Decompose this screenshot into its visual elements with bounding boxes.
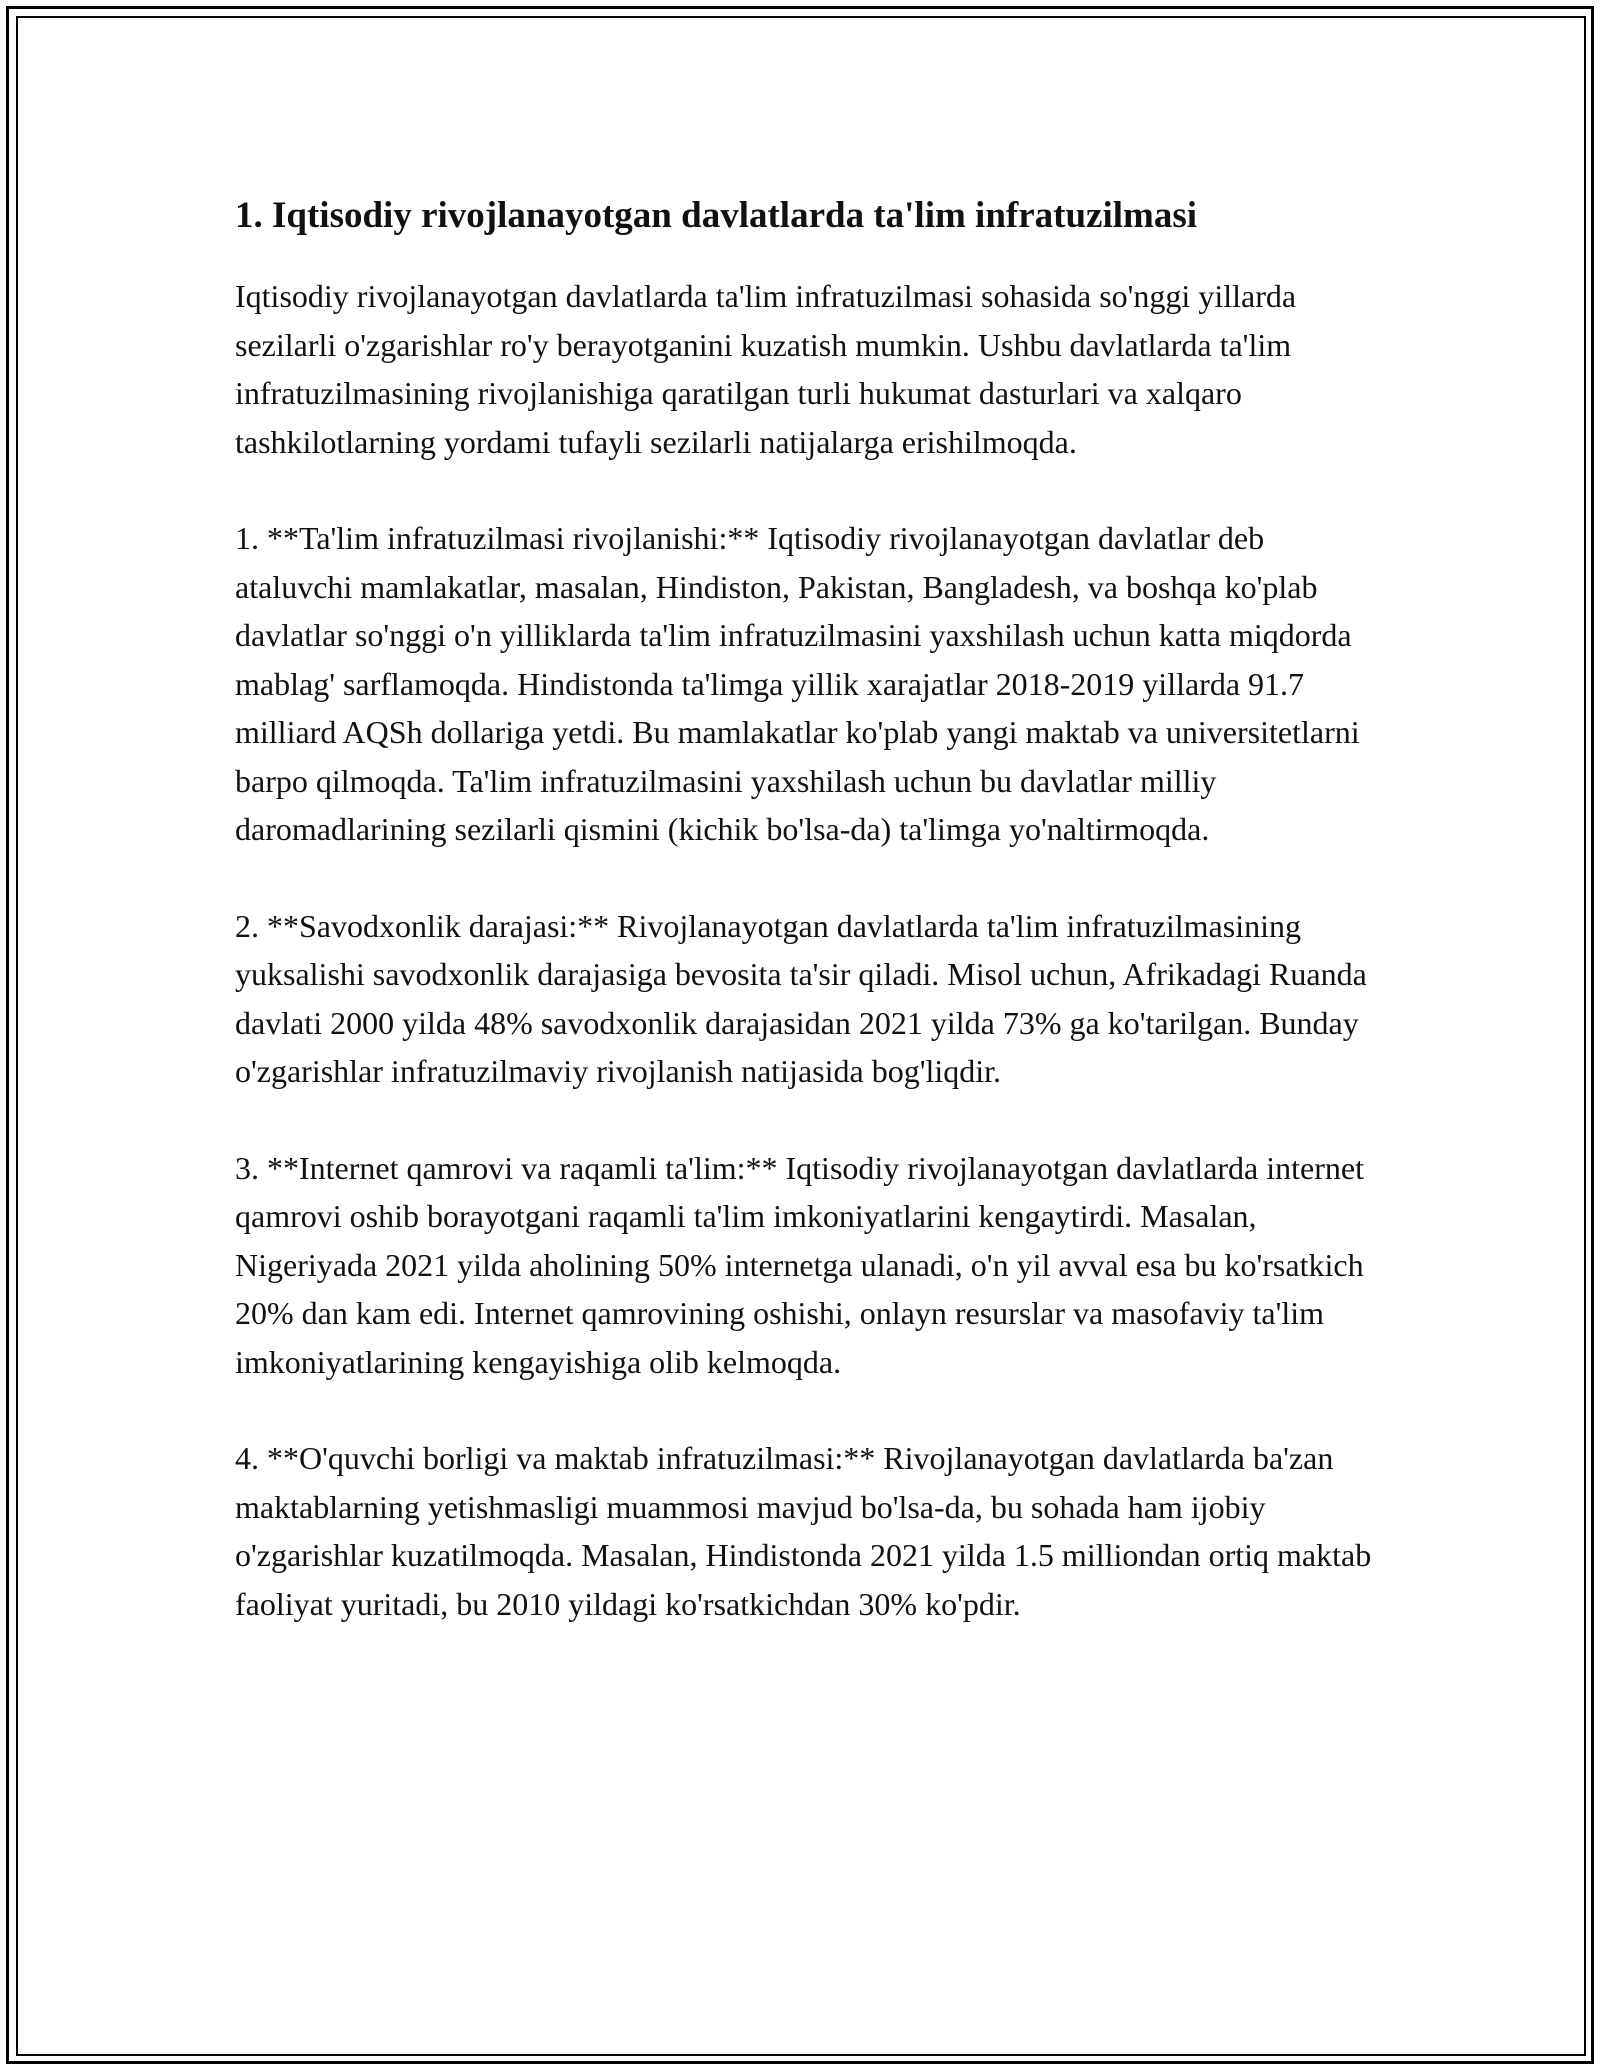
paragraph-literacy-level: 2. **Savodxonlik darajasi:** Rivojlanayotgan davlatlarda ta'lim infratuzilmasining yuksalishi savodxonlik darajasiga bevosita ta'sir qiladi. Misol uchun, Afrikadagi Ruanda davlati 2000 yilda 48% savodxonlik darajasidan 2021 yilda 73% ga ko'tarilgan. Bunday o'zgarishlar infratuzilmaviy rivojlanish natijasida bog'liqdir.: [235, 907, 1367, 1089]
document-body: [235, 188, 1375, 1676]
section-title: 1. Iqtisodiy rivojlanayotgan davlatlarda ta'lim infratuzilmasi: [235, 195, 1198, 236]
paragraph-internet-coverage: 3. **Internet qamrovi va raqamli ta'lim:** Iqtisodiy rivojlanayotgan davlatlarda internet qamrovi oshib borayotgani raqamli ta'lim imkoniyatlarini kengaytirdi. Masalan, Nigeriyada 2021 yilda aholining 50% internetga ulanadi, o'n yil avval esa bu ko'rsatkich 20% dan kam edi. Internet qamrovining oshishi, onlayn resurslar va masofaviy ta'lim imkoniyatlarining kengayishiga olib kelmoqda.: [235, 1149, 1364, 1380]
intro-paragraph: Iqtisodiy rivojlanayotgan davlatlarda ta'lim infratuzilmasi sohasida so'nggi yillarda sezilarli o'zgarishlar ro'y berayotganini kuzatish mumkin. Ushbu davlatlarda ta'lim infratuzilmasining rivojlanishiga qaratilgan turli hukumat dasturlari va xalqaro tashkilotlarning yordami tufayli sezilarli natijalarga erishilmoqda.: [235, 278, 1297, 460]
paragraph-infrastructure-development: 1. **Ta'lim infratuzilmasi rivojlanishi:** Iqtisodiy rivojlanayotgan davlatlar deb ataluvchi mamlakatlar, masalan, Hindiston, Pakistan, Bangladesh, va boshqa ko'plab davlatlar so'nggi o'n yilliklarda ta'lim infratuzilmasini yaxshilash uchun katta miqdorda mablag' sarflamoqda. Hindistonda ta'limga yillik xarajatlar 2018-2019 yillarda 91.7 milliard AQSh dollariga yetdi. Bu mamlakatlar ko'plab yangi maktab va universitetlarni barpo qilmoqda. Ta'lim infratuzilmasini yaxshilash uchun bu davlatlar milliy daromadlarining sezilarli qismini (kichik bo'lsa-da) ta'limga yo'naltirmoqda.: [235, 520, 1360, 847]
paragraph-school-infrastructure: 4. **O'quvchi borligi va maktab infratuzilmasi:** Rivojlanayotgan davlatlarda ba'zan maktablarning yetishmasligi muammosi mavjud bo'lsa-da, bu sohada ham ijobiy o'zgarishlar kuzatilmoqda. Masalan, Hindistonda 2021 yilda 1.5 milliondan ortiq maktab faoliyat yuritadi, bu 2010 yildagi ko'rsatkichdan 30% ko'pdir.: [235, 1440, 1372, 1622]
